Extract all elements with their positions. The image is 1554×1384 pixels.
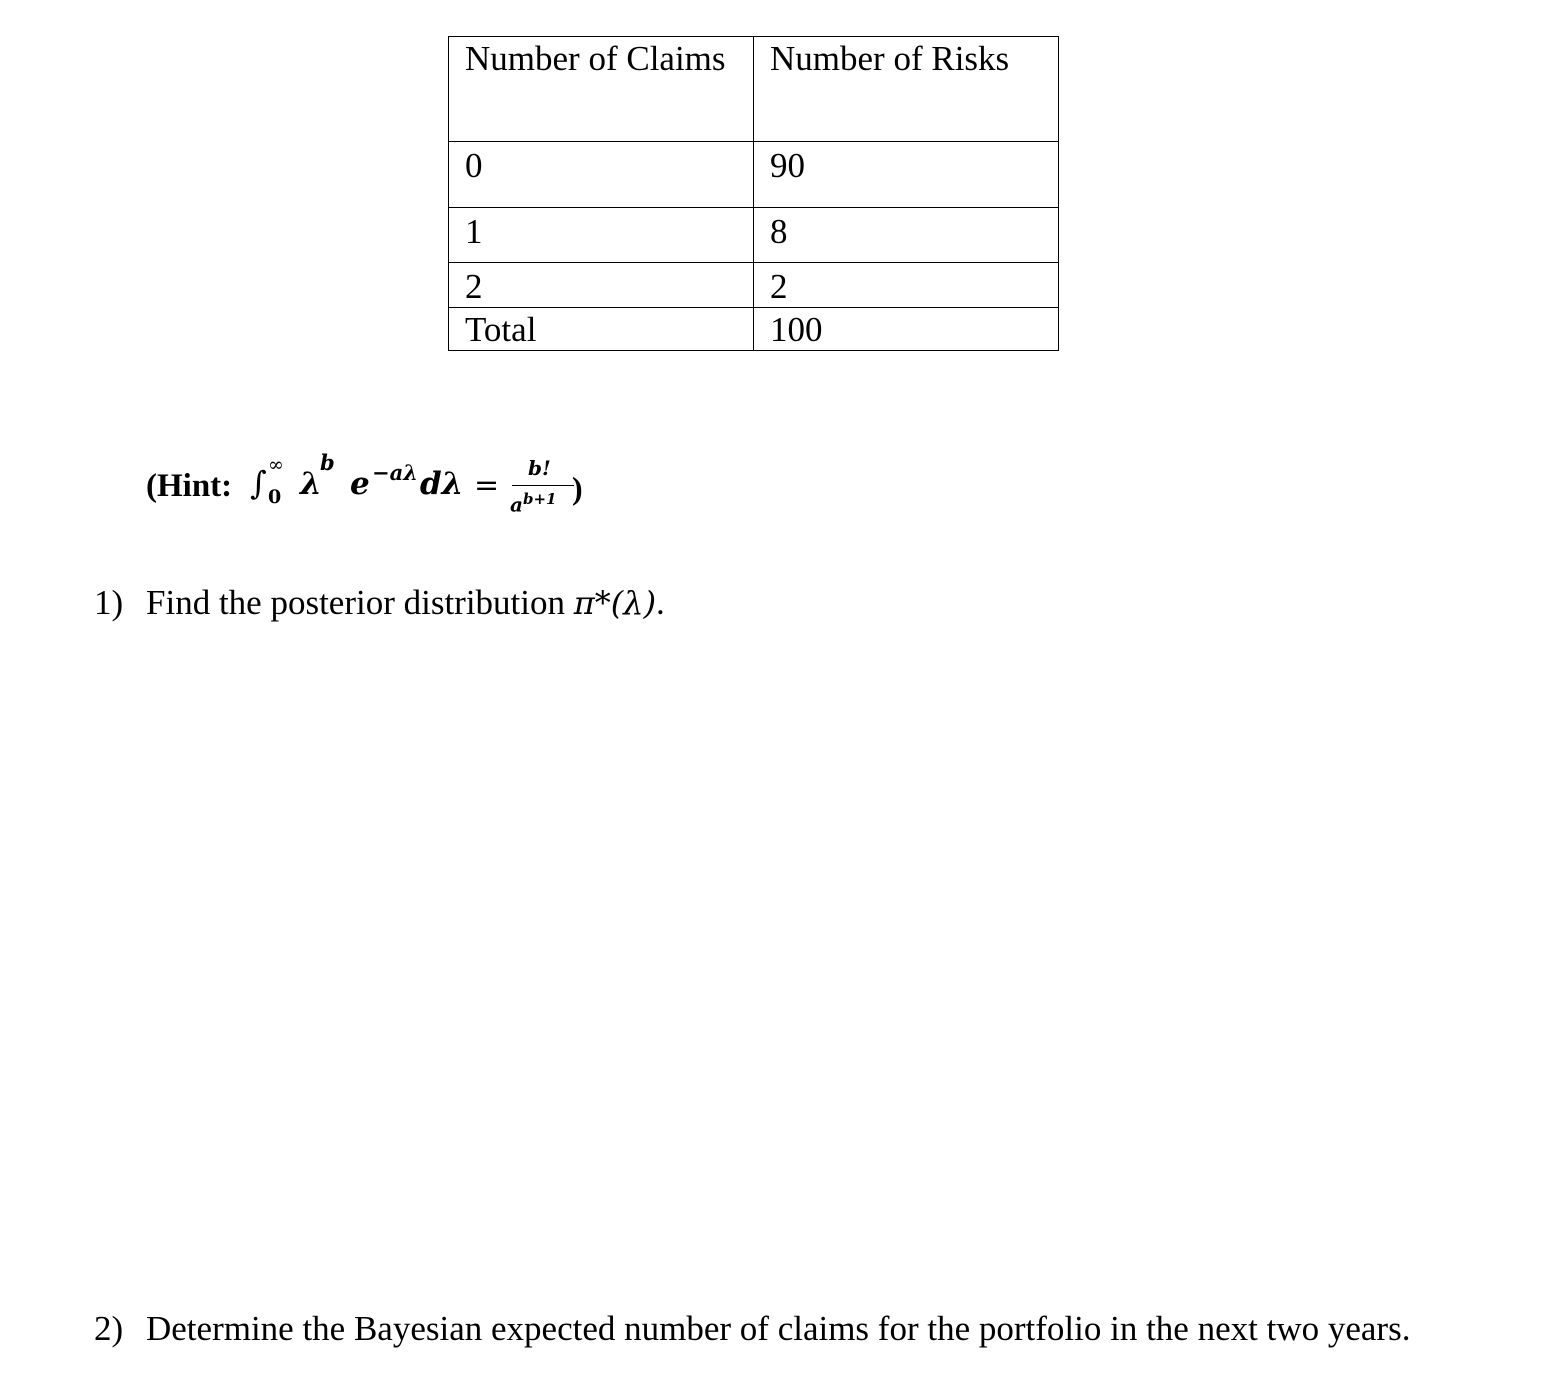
- denominator-power: b+1: [522, 490, 557, 508]
- question-number: 2): [94, 1309, 124, 1348]
- question-text: Determine the Bayesian expected number of claims for the portfolio in the next two years.: [146, 1309, 1411, 1348]
- total-label-cell: Total: [449, 308, 754, 351]
- claims-table: [448, 36, 1059, 351]
- equals-sign: =: [474, 468, 500, 503]
- lambda-power: b: [320, 450, 335, 475]
- table-header-row: [449, 37, 1059, 142]
- claims-cell: 1: [449, 208, 754, 263]
- question-1: [94, 582, 794, 626]
- question-text-body: Find the posterior distribution: [146, 583, 566, 622]
- lambda-base: λ: [300, 466, 322, 502]
- claims-cell: 0: [449, 142, 754, 208]
- header-number-of-claims: Number of Claims: [449, 37, 754, 142]
- table-row: [449, 208, 1059, 263]
- denominator-base: a: [510, 492, 523, 517]
- posterior-symbol: π*(λ): [573, 584, 657, 622]
- fraction-numerator: b!: [528, 456, 551, 480]
- hint-suffix: ): [572, 470, 583, 506]
- question-text: [146, 582, 665, 624]
- table-total-row: [449, 308, 1059, 351]
- integral-lower-limit: 0: [268, 486, 282, 508]
- question-end: .: [656, 583, 665, 622]
- risks-cell: 8: [754, 208, 1059, 263]
- fraction-bar: [512, 485, 574, 486]
- hint-formula: [146, 448, 666, 528]
- total-value-cell: 100: [754, 308, 1059, 351]
- risks-cell: 90: [754, 142, 1059, 208]
- risks-cell: 2: [754, 263, 1059, 308]
- exp-power: −aλ: [372, 460, 418, 485]
- claims-cell: 2: [449, 263, 754, 308]
- table-row: [449, 142, 1059, 208]
- integral-sign: ∫: [250, 464, 267, 502]
- exp-base: e: [350, 466, 370, 502]
- fraction-denominator: [510, 490, 556, 517]
- hint-prefix: (Hint:: [146, 468, 233, 504]
- table-row: [449, 263, 1059, 308]
- question-number: 1): [94, 583, 124, 622]
- question-2: [94, 1308, 1494, 1352]
- differential: dλ: [420, 466, 464, 502]
- integral-upper-limit: ∞: [268, 454, 284, 476]
- header-number-of-risks: Number of Risks: [754, 37, 1059, 142]
